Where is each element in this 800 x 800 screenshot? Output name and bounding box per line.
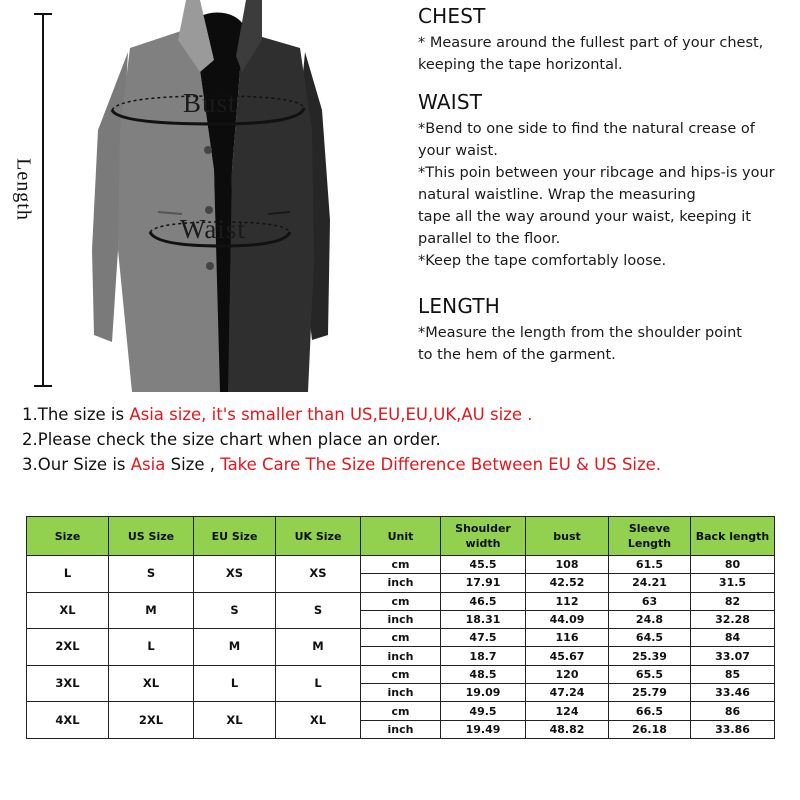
shoulder-cell: 48.5 — [441, 665, 526, 683]
waist-line: *Keep the tape comfortably loose. — [418, 253, 667, 269]
sleeve-cell: 24.8 — [609, 610, 691, 628]
header-shoulder-width: Shoulder width — [441, 517, 526, 556]
chest-title: CHEST — [418, 4, 486, 28]
shoulder-cell: 19.49 — [441, 720, 526, 738]
sleeve-cell: 64.5 — [609, 629, 691, 647]
bust-cell: 42.52 — [526, 574, 609, 592]
us-size-cell: 2XL — [109, 702, 194, 739]
size-cell: 4XL — [27, 702, 109, 739]
length-line: to the hem of the garment. — [418, 347, 616, 363]
uk-size-cell: S — [276, 592, 361, 629]
us-size-cell: XL — [109, 665, 194, 702]
eu-size-cell: L — [194, 665, 276, 702]
sleeve-cell: 65.5 — [609, 665, 691, 683]
chest-line: * Measure around the fullest part of your chest, — [418, 35, 764, 51]
bust-cell: 120 — [526, 665, 609, 683]
sleeve-cell: 63 — [609, 592, 691, 610]
header-us-size: US Size — [109, 517, 194, 556]
coat-right-panel — [226, 30, 314, 392]
unit-cell: cm — [361, 702, 441, 720]
header-eu-size: EU Size — [194, 517, 276, 556]
coat-button — [206, 262, 214, 270]
eu-size-cell: S — [194, 592, 276, 629]
measurement-illustration — [0, 0, 800, 395]
eu-size-cell: M — [194, 629, 276, 666]
bust-cell: 45.67 — [526, 647, 609, 665]
bust-label: Bust — [183, 88, 237, 118]
bust-cell: 124 — [526, 702, 609, 720]
table-row — [27, 629, 775, 647]
waist-line: your waist. — [418, 143, 498, 159]
waist-title: WAIST — [418, 90, 483, 114]
sleeve-cell: 24.21 — [609, 574, 691, 592]
header-sleeve-length: Sleeve Length — [609, 517, 691, 556]
length-label: Length — [12, 158, 35, 221]
shoulder-cell: 19.09 — [441, 684, 526, 702]
eu-size-cell: XS — [194, 556, 276, 593]
uk-size-cell: M — [276, 629, 361, 666]
size-chart-table — [26, 516, 775, 739]
note-3-asia: Asia — [130, 455, 166, 474]
back-length-cell: 33.46 — [691, 684, 775, 702]
waist-line: parallel to the floor. — [418, 231, 561, 247]
back-length-cell: 82 — [691, 592, 775, 610]
bust-cell: 112 — [526, 592, 609, 610]
table-row — [27, 665, 775, 683]
unit-cell: inch — [361, 574, 441, 592]
back-length-cell: 84 — [691, 629, 775, 647]
bust-cell: 48.82 — [526, 720, 609, 738]
shoulder-cell: 17.91 — [441, 574, 526, 592]
header-unit: Unit — [361, 517, 441, 556]
back-length-cell: 86 — [691, 702, 775, 720]
header-size: Size — [27, 517, 109, 556]
unit-cell: inch — [361, 684, 441, 702]
size-cell: 2XL — [27, 629, 109, 666]
sleeve-cell: 66.5 — [609, 702, 691, 720]
unit-cell: cm — [361, 629, 441, 647]
unit-cell: inch — [361, 647, 441, 665]
chest-line: keeping the tape horizontal. — [418, 57, 623, 73]
back-length-cell: 80 — [691, 556, 775, 574]
table-row — [27, 702, 775, 720]
us-size-cell: M — [109, 592, 194, 629]
note-3-mid: Size , — [165, 455, 221, 474]
back-length-cell: 32.28 — [691, 610, 775, 628]
shoulder-cell: 46.5 — [441, 592, 526, 610]
shoulder-cell: 47.5 — [441, 629, 526, 647]
bust-cell: 108 — [526, 556, 609, 574]
unit-cell: cm — [361, 556, 441, 574]
length-title: LENGTH — [418, 294, 500, 318]
header-bust: bust — [526, 517, 609, 556]
note-1-warning: Asia size, it's smaller than US,EU,EU,UK,AU size . — [129, 405, 533, 424]
us-size-cell: S — [109, 556, 194, 593]
waist-line: natural waistline. Wrap the measuring — [418, 187, 696, 203]
length-arrow — [34, 14, 52, 386]
bust-cell: 44.09 — [526, 610, 609, 628]
table-row — [27, 592, 775, 610]
coat-figure — [0, 0, 410, 395]
sleeve-cell: 25.39 — [609, 647, 691, 665]
unit-cell: inch — [361, 720, 441, 738]
shoulder-cell: 45.5 — [441, 556, 526, 574]
eu-size-cell: XL — [194, 702, 276, 739]
bust-cell: 116 — [526, 629, 609, 647]
sleeve-cell: 25.79 — [609, 684, 691, 702]
note-2: 2.Please check the size chart when place an order. — [22, 430, 441, 449]
size-cell: XL — [27, 592, 109, 629]
unit-cell: inch — [361, 610, 441, 628]
sleeve-cell: 26.18 — [609, 720, 691, 738]
uk-size-cell: XL — [276, 702, 361, 739]
size-cell: L — [27, 556, 109, 593]
header-back-length: Back length — [691, 517, 775, 556]
back-length-cell: 31.5 — [691, 574, 775, 592]
note-1-prefix: 1.The size is — [22, 405, 130, 424]
bust-cell: 47.24 — [526, 684, 609, 702]
note-3-prefix: 3.Our Size is — [22, 455, 131, 474]
measuring-guide — [418, 4, 798, 366]
table-header-row — [27, 517, 775, 556]
table-row — [27, 556, 775, 574]
sleeve-cell: 61.5 — [609, 556, 691, 574]
length-line: *Measure the length from the shoulder point — [418, 325, 742, 341]
coat-button — [204, 146, 212, 154]
note-3 — [22, 452, 792, 477]
size-cell: 3XL — [27, 665, 109, 702]
waist-line: *This poin between your ribcage and hips-is your — [418, 165, 775, 181]
waist-line: *Bend to one side to find the natural crease of — [418, 121, 755, 137]
unit-cell: cm — [361, 592, 441, 610]
header-uk-size: UK Size — [276, 517, 361, 556]
uk-size-cell: XS — [276, 556, 361, 593]
note-1 — [22, 402, 792, 427]
size-notes — [22, 402, 792, 477]
note-3-warning: Take Care The Size Difference Between EU & US Size. — [220, 455, 662, 474]
back-length-cell: 85 — [691, 665, 775, 683]
coat-button — [205, 206, 213, 214]
back-length-cell: 33.07 — [691, 647, 775, 665]
us-size-cell: L — [109, 629, 194, 666]
waist-label: Waist — [180, 214, 246, 244]
shoulder-cell: 18.7 — [441, 647, 526, 665]
waist-line: tape all the way around your waist, keeping it — [418, 209, 751, 225]
shoulder-cell: 49.5 — [441, 702, 526, 720]
back-length-cell: 33.86 — [691, 720, 775, 738]
uk-size-cell: L — [276, 665, 361, 702]
shoulder-cell: 18.31 — [441, 610, 526, 628]
unit-cell: cm — [361, 665, 441, 683]
